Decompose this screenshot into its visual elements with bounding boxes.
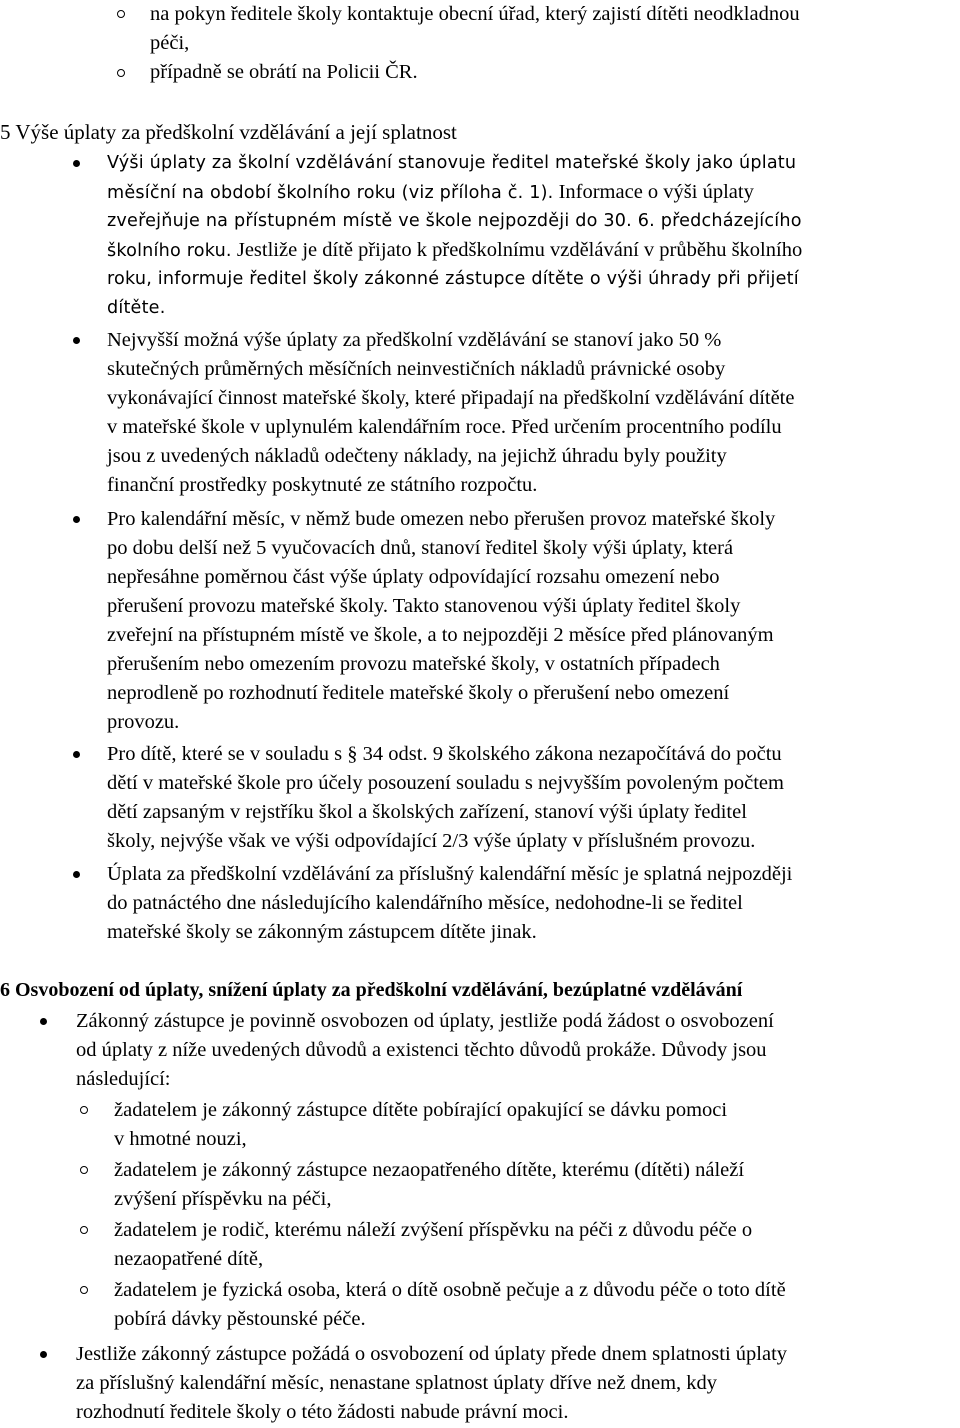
paragraph-line: mateřské školy se zákonným zástupcem dítěte jinak.: [107, 921, 537, 943]
paragraph-line: dětí v mateřské škole pro účely posouzení souladu s nejvyšším povoleným počtem: [107, 772, 784, 794]
paragraph-line: Úplata za předškolní vzdělávání za příslušný kalendářní měsíc je splatná nejpozději: [107, 863, 793, 885]
bullet-icon: [40, 1351, 47, 1358]
list-line: v hmotné nouzi,: [114, 1128, 247, 1150]
paragraph-line: dítěte.: [107, 298, 166, 318]
paragraph-line: nepřesáhne poměrnou část výše úplaty odpovídající rozsahu omezení nebo: [107, 566, 720, 588]
bullet-icon: [73, 516, 80, 523]
circle-bullet-icon: [80, 1166, 88, 1174]
paragraph-fragment: měsíční na období školního roku (viz příloha č. 1).: [107, 183, 554, 203]
paragraph-line: od úplaty z níže uvedených důvodů a existenci těchto důvodů prokáže. Důvody jsou: [76, 1039, 767, 1061]
paragraph-line: rozhodnutí ředitele školy o této žádosti nabude právní moci.: [76, 1401, 569, 1423]
paragraph-line: Nejvyšší možná výše úplaty za předškolní vzdělávání se stanoví jako 50 %: [107, 329, 722, 351]
paragraph-line: [107, 178, 754, 208]
paragraph-line: [107, 236, 802, 266]
list-line: péči,: [150, 32, 190, 54]
paragraph-line: za příslušný kalendářní měsíc, nenastane splatnost úplaty dříve než dnem, kdy: [76, 1372, 718, 1394]
section-6-heading: 6 Osvobození od úplaty, snížení úplaty za předškolní vzdělávání, bezúplatné vzdělávání: [0, 979, 743, 1001]
paragraph-line: následující:: [76, 1068, 171, 1090]
paragraph-line: Pro kalendářní měsíc, v němž bude omezen nebo přerušen provoz mateřské školy: [107, 508, 776, 530]
paragraph-fragment: školního roku.: [107, 241, 232, 261]
paragraph-line: roku, informuje ředitel školy zákonné zástupce dítěte o výši úhrady při přijetí: [107, 269, 799, 289]
paragraph-fragment: Jestliže je dítě přijato k předškolnímu vzdělávání v průběhu školního: [231, 239, 803, 261]
bullet-icon: [73, 871, 80, 878]
paragraph-line: neprodleně po rozhodnutí ředitele mateřské školy o přerušení nebo omezení: [107, 682, 730, 704]
paragraph-line: zveřejňuje na přístupném místě ve škole nejpozději do 30. 6. předcházejícího: [107, 211, 802, 231]
bullet-icon: [73, 751, 80, 758]
circle-bullet-icon: [117, 10, 125, 18]
paragraph-line: přerušením nebo omezením provozu mateřské školy, v ostatních případech: [107, 653, 720, 675]
list-line: žadatelem je fyzická osoba, která o dítě osobně pečuje a z důvodu péče o toto dítě: [114, 1279, 786, 1301]
paragraph-line: jsou z uvedených nákladů odečteny náklady, na jejichž úhradu byly použity: [107, 445, 727, 467]
bullet-icon: [73, 337, 80, 344]
paragraph-line: přerušení provozu mateřské školy. Takto stanovenou výši úplaty ředitel školy: [107, 595, 741, 617]
paragraph-line: do patnáctého dne následujícího kalendářního měsíce, nedohodne-li se ředitel: [107, 892, 743, 914]
paragraph-line: provozu.: [107, 711, 180, 733]
bullet-icon: [40, 1018, 47, 1025]
paragraph-line: zveřejní na přístupném místě ve škole, a to nejpozději 2 měsíce před plánovaným: [107, 624, 774, 646]
paragraph-line: Výši úplaty za školní vzdělávání stanovuje ředitel mateřské školy jako úplatu: [107, 153, 797, 173]
list-line: nezaopatřené dítě,: [114, 1248, 264, 1270]
list-line: žadatelem je zákonný zástupce dítěte pobírající opakující se dávku pomoci: [114, 1099, 728, 1121]
paragraph-fragment: Informace o výši úplaty: [553, 181, 754, 203]
list-line: zvýšení příspěvku na péči,: [114, 1188, 332, 1210]
list-line: pobírá dávky pěstounské péče.: [114, 1308, 366, 1330]
paragraph-line: Pro dítě, které se v souladu s § 34 odst. 9 školského zákona nezapočítává do počtu: [107, 743, 782, 765]
paragraph-line: po dobu delší než 5 vyučovacích dnů, stanoví ředitel školy výši úplaty, která: [107, 537, 734, 559]
paragraph-line: v mateřské škole v uplynulém kalendářním roce. Před určením procentního podílu: [107, 416, 782, 438]
circle-bullet-icon: [80, 1106, 88, 1114]
circle-bullet-icon: [80, 1226, 88, 1234]
paragraph-line: školy, nejvýše však ve výši odpovídající 2/3 výše úplaty v příslušném provozu.: [107, 830, 756, 852]
paragraph-line: dětí zapsaným v rejstříku škol a školských zařízení, stanoví výši úplaty ředitel: [107, 801, 747, 823]
paragraph-line: skutečných průměrných měsíčních neinvestičních nákladů právnické osoby: [107, 358, 726, 380]
paragraph-line: Jestliže zákonný zástupce požádá o osvobození od úplaty přede dnem splatnosti úplaty: [76, 1343, 788, 1365]
list-line: žadatelem je zákonný zástupce nezaopatřeného dítěte, kterému (dítěti) náleží: [114, 1159, 745, 1181]
list-line: případně se obrátí na Policii ČR.: [150, 61, 418, 83]
circle-bullet-icon: [117, 69, 125, 77]
section-5-heading: 5 Výše úplaty za předškolní vzdělávání a její splatnost: [0, 120, 457, 144]
list-line: na pokyn ředitele školy kontaktuje obecní úřad, který zajistí dítěti neodkladnou: [150, 3, 800, 25]
paragraph-line: Zákonný zástupce je povinně osvobozen od úplaty, jestliže podá žádost o osvobození: [76, 1010, 774, 1032]
circle-bullet-icon: [80, 1286, 88, 1294]
paragraph-line: vykonávající činnost mateřské školy, které připadají na předškolní vzdělávání dítěte: [107, 387, 795, 409]
bullet-icon: [73, 160, 80, 167]
list-line: žadatelem je rodič, kterému náleží zvýšení příspěvku na péči z důvodu péče o: [114, 1219, 753, 1241]
paragraph-line: finanční prostředky poskytnuté ze státního rozpočtu.: [107, 474, 538, 496]
